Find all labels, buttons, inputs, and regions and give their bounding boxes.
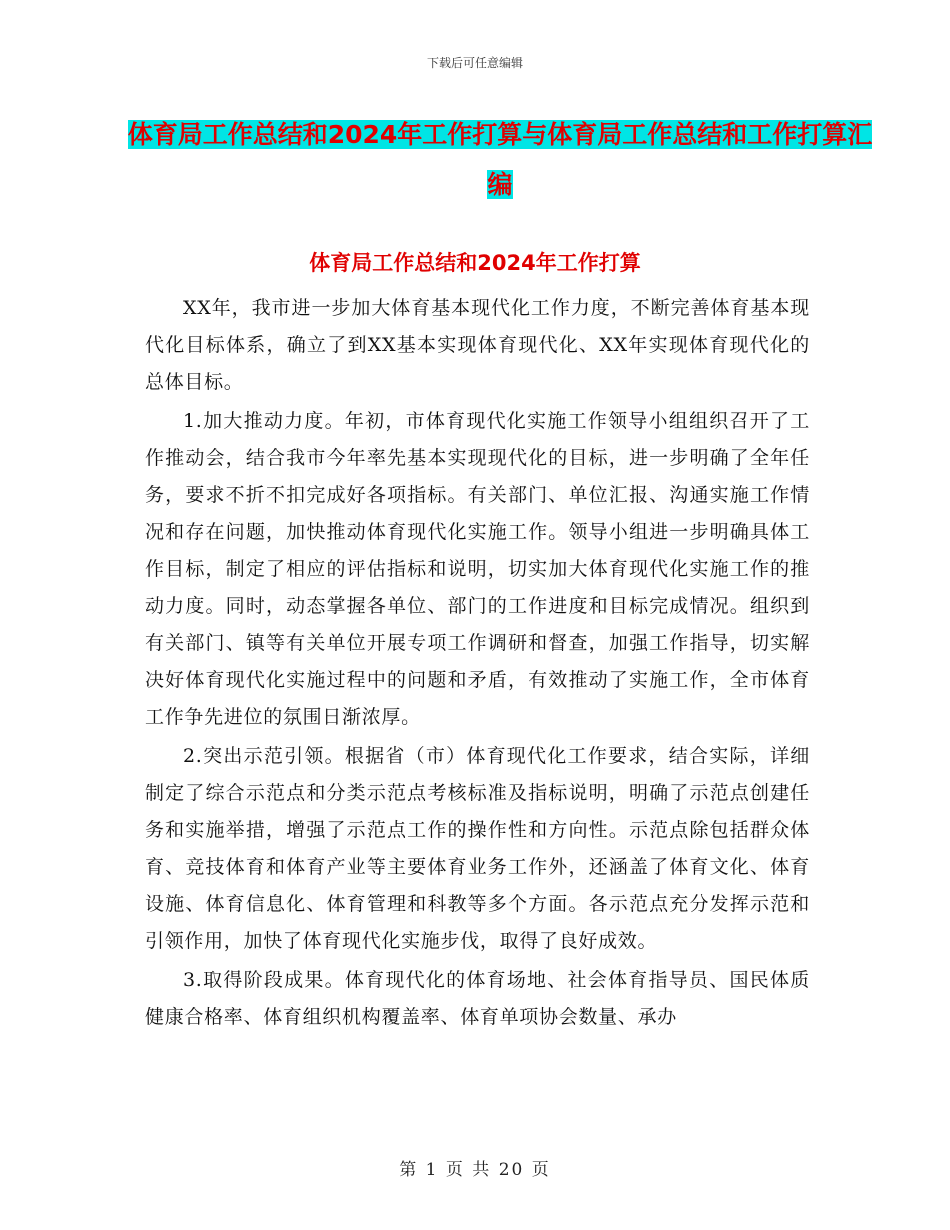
paragraph-item-2: 2.突出示范引领。根据省（市）体育现代化工作要求，结合实际，详细制定了综合示范点和分类示范点考核标准及指标说明，明确了示范点创建任务和实施举措，增强了示范点工作的操作性和方向性。示范点除包括群众体育、竞技体育和体育产业等主要体育业务工作外，还涵盖了体育文化、体育设施、体育信息化、体育管理和科教等多个方面。各示范点充分发挥示范和引领作用，加快了体育现代化实施步伐，取得了良好成效。	[145, 745, 810, 952]
paragraph-item-3: 3.取得阶段成果。体育现代化的体育场地、社会体育指导员、国民体质健康合格率、体育组织机构覆盖率、体育单项协会数量、承办	[145, 969, 810, 1028]
paragraph-item-1: 1.加大推动力度。年初，市体育现代化实施工作领导小组组织召开了工作推动会，结合我市今年率先基本实现现代化的目标，进一步明确了全年任务，要求不折不扣完成好各项指标。有关部门、单位汇报、沟通实施工作情况和存在问题，加快推动体育现代化实施工作。领导小组进一步明确具体工作目标，制定了相应的评估指标和说明，切实加大体育现代化实施工作的推动力度。同时，动态掌握各单位、部门的工作进度和目标完成情况。组织到有关部门、镇等有关单位开展专项工作调研和督查，加强工作指导，切实解决好体育现代化实施过程中的问题和矛盾，有效推动了实施工作，全市体育工作争先进位的氛围日渐浓厚。	[145, 410, 810, 728]
document-title	[120, 110, 880, 210]
page-footer: 第 1 页 共 20 页	[399, 1160, 551, 1180]
paragraph-intro: XX年，我市进一步加大体育基本现代化工作力度，不断完善体育基本现代化目标体系，确立了到XX基本实现体育现代化、XX年实现体育现代化的总体目标。	[145, 297, 810, 393]
document-title-text: 体育局工作总结和2024年工作打算与体育局工作总结和工作打算汇编	[127, 120, 873, 199]
header-note: 下载后可任意编辑	[426, 56, 523, 70]
body-text	[145, 290, 810, 1038]
section-title: 体育局工作总结和2024年工作打算	[309, 251, 641, 275]
